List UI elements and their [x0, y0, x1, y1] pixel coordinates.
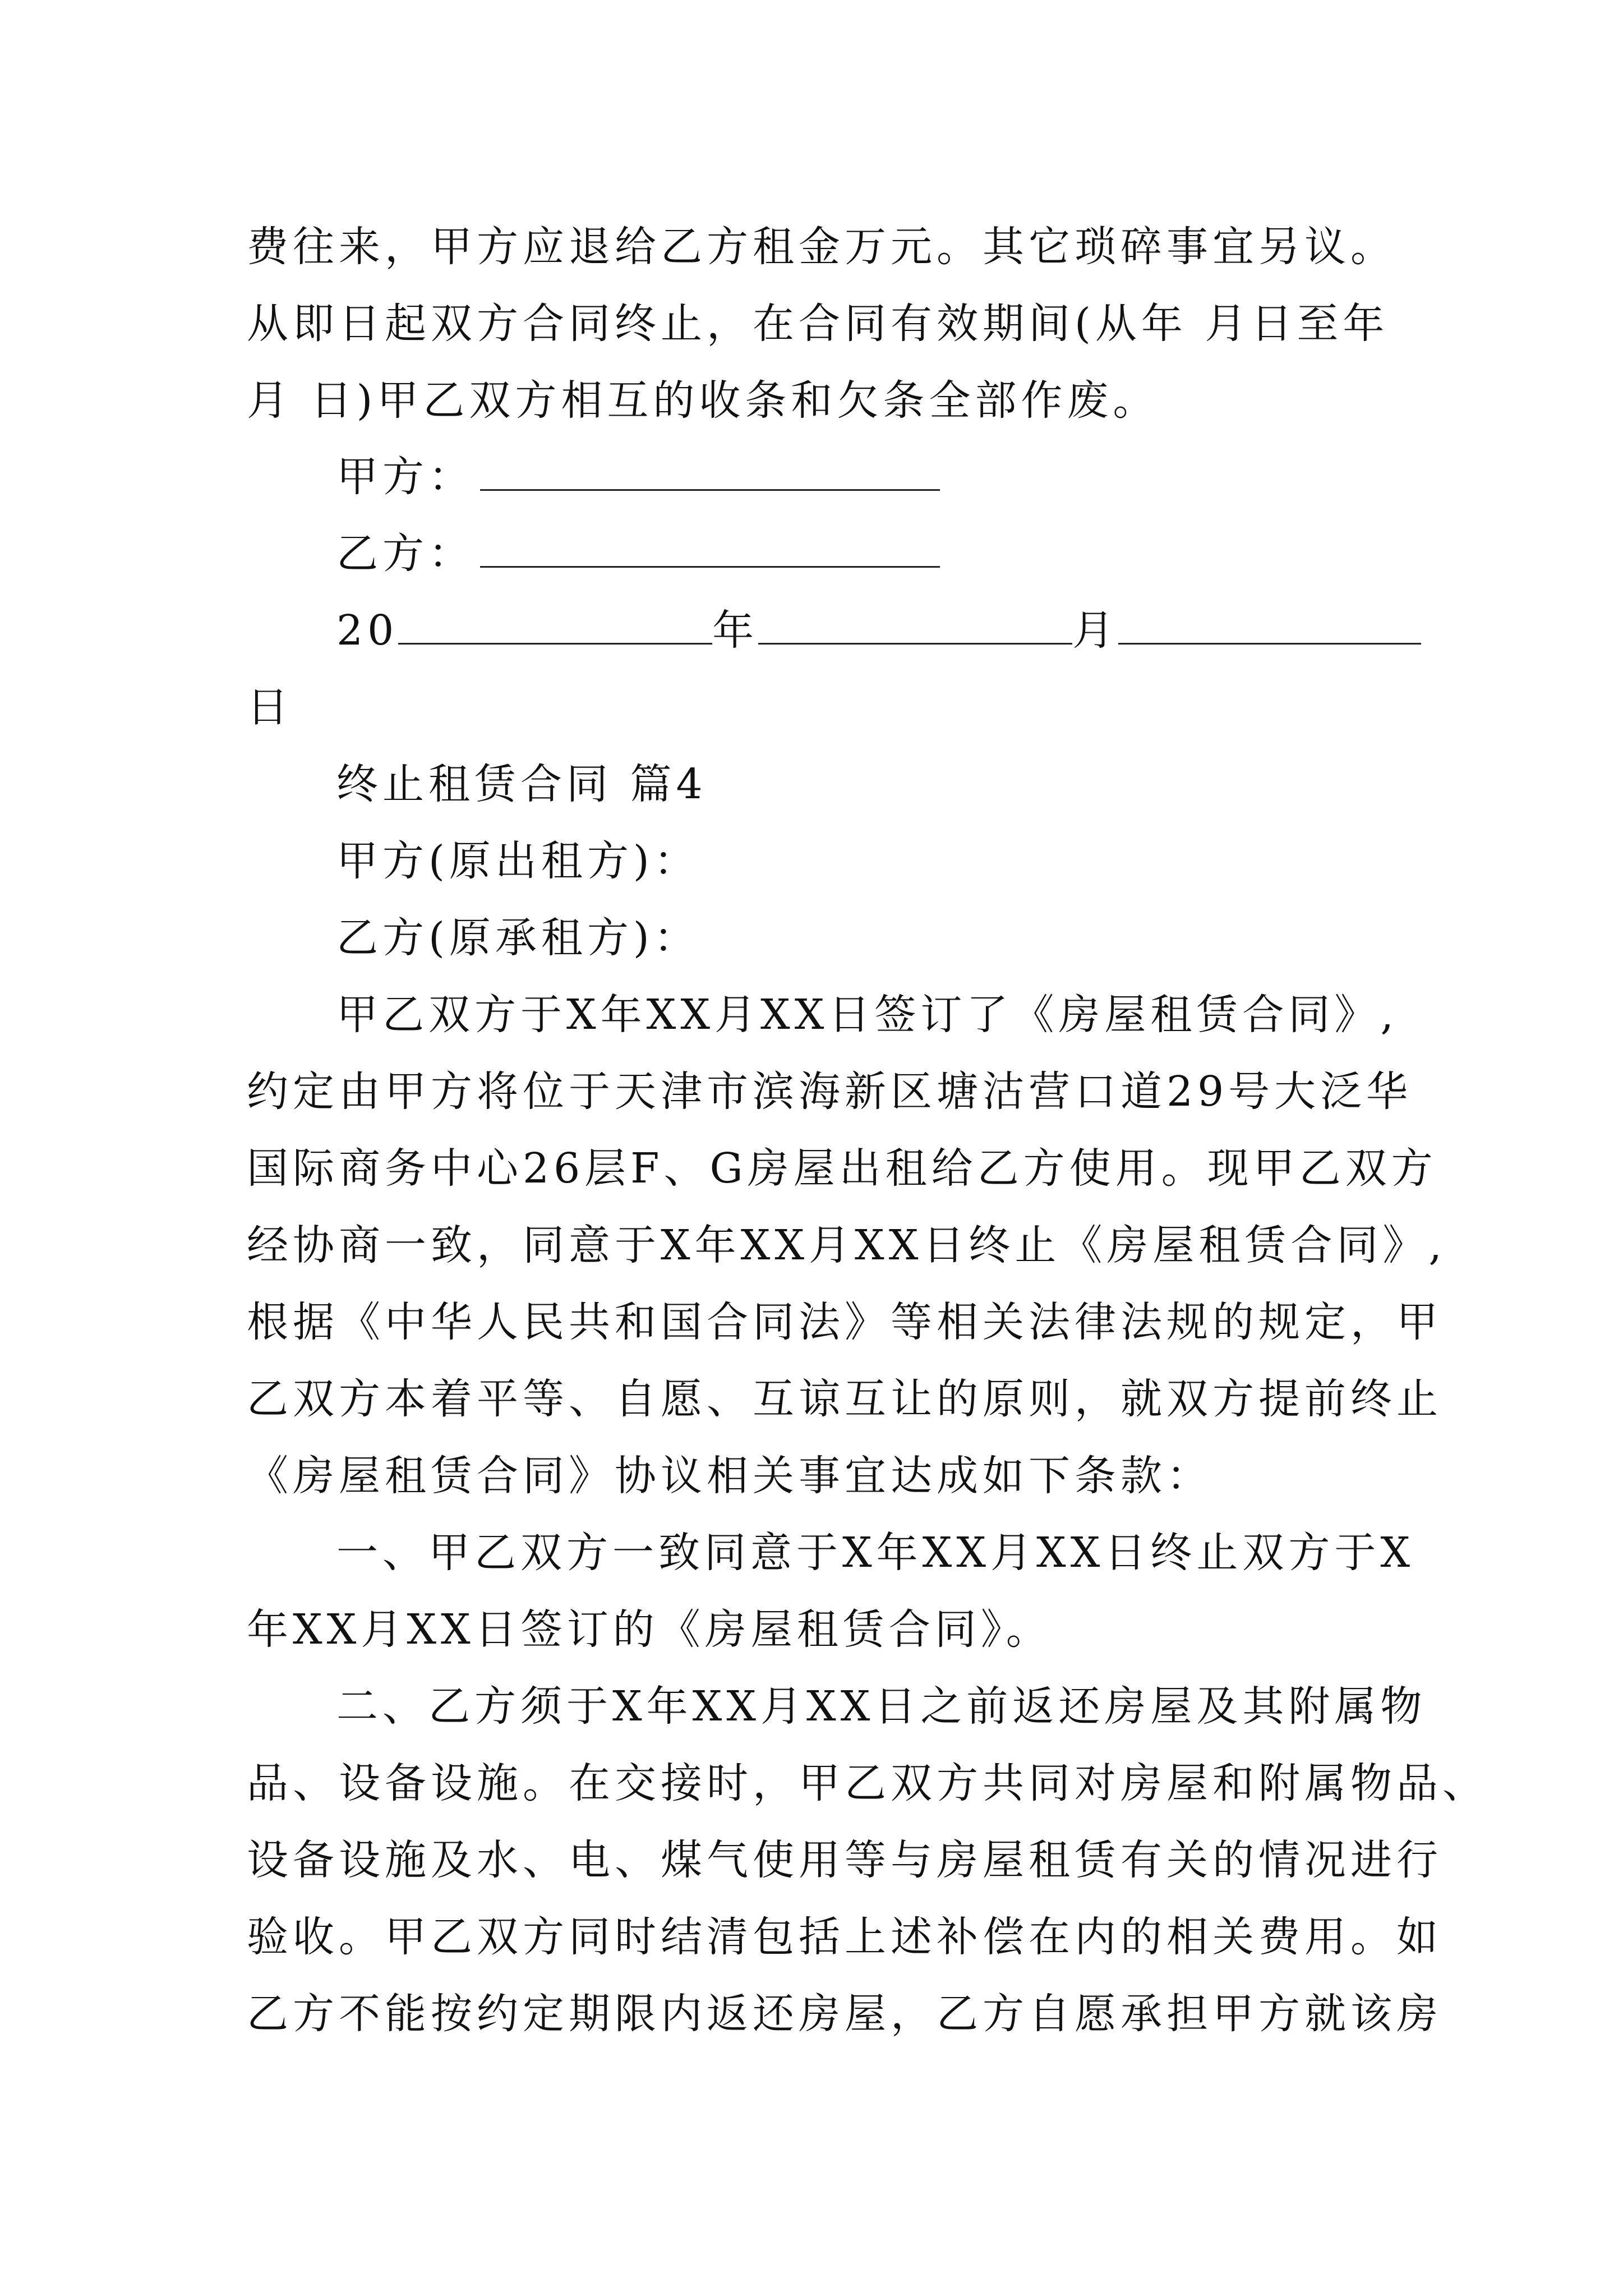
paragraph-line: 从即日起双方合同终止，在合同有效期间(从年 月日至年: [247, 300, 1389, 348]
clause-1-line: 一、甲乙双方一致同意于X年XX月XX日终止双方于X: [336, 1529, 1415, 1577]
paragraph-line: 约定由甲方将位于天津市滨海新区塘沽营口道29号大泛华: [247, 1068, 1413, 1116]
clause-2-line: 品、设备设施。在交接时，甲乙双方共同对房屋和附属物品、: [247, 1759, 1488, 1807]
clause-2-line: 验收。甲乙双方同时结清包括上述补偿在内的相关费用。如: [247, 1913, 1442, 1961]
party-b-label: 乙方：: [336, 530, 474, 578]
paragraph-line: 《房屋租赁合同》协议相关事宜达成如下条款：: [247, 1452, 1212, 1500]
paragraph-line: 国际商务中心26层F、G房屋出租给乙方使用。现甲乙双方: [247, 1144, 1437, 1193]
month-blank: [758, 607, 1072, 645]
clause-2-line: 二、乙方须于X年XX月XX日之前返还房屋及其附属物: [336, 1682, 1427, 1731]
paragraph-line: 月 日)甲乙双方相互的收条和欠条全部作废。: [247, 376, 1159, 425]
signature-date: [336, 602, 1385, 659]
day-blank: [1118, 607, 1421, 645]
year-blank: [398, 607, 712, 645]
party-b-blank: [480, 530, 940, 568]
year-label: 年: [712, 606, 759, 655]
clause-1-line: 年XX月XX日签订的《房屋租赁合同》。: [247, 1605, 1052, 1654]
paragraph-line: 甲乙双方于X年XX月XX日签订了《房屋租赁合同》,: [336, 991, 1398, 1039]
lessee-label: 乙方(原承租方)：: [336, 914, 700, 962]
party-a-blank: [480, 453, 940, 491]
clause-2-line: 设备设施及水、电、煤气使用等与房屋租赁有关的情况进行: [247, 1836, 1442, 1884]
lessor-label: 甲方(原出租方)：: [336, 837, 700, 885]
paragraph-line: 费往来，甲方应退给乙方租金万元。其它琐碎事宜另议。: [247, 223, 1396, 271]
paragraph-line: 乙双方本着平等、自愿、互谅互让的原则，就双方提前终止: [247, 1375, 1442, 1423]
paragraph-line: 经协商一致，同意于X年XX月XX日终止《房屋租赁合同》,: [247, 1221, 1446, 1269]
day-label: 日: [247, 683, 293, 731]
signature-party-a: [336, 449, 1385, 505]
clause-2-line: 乙方不能按约定期限内返还房屋，乙方自愿承担甲方就该房: [247, 1990, 1442, 2038]
party-a-label: 甲方：: [336, 453, 474, 501]
signature-party-b: [336, 526, 1385, 582]
date-prefix: 20: [336, 606, 399, 655]
section-title: 终止租赁合同 篇4: [336, 760, 707, 808]
paragraph-line: 根据《中华人民共和国合同法》等相关法律法规的规定，甲: [247, 1298, 1442, 1346]
month-label: 月: [1072, 606, 1119, 655]
